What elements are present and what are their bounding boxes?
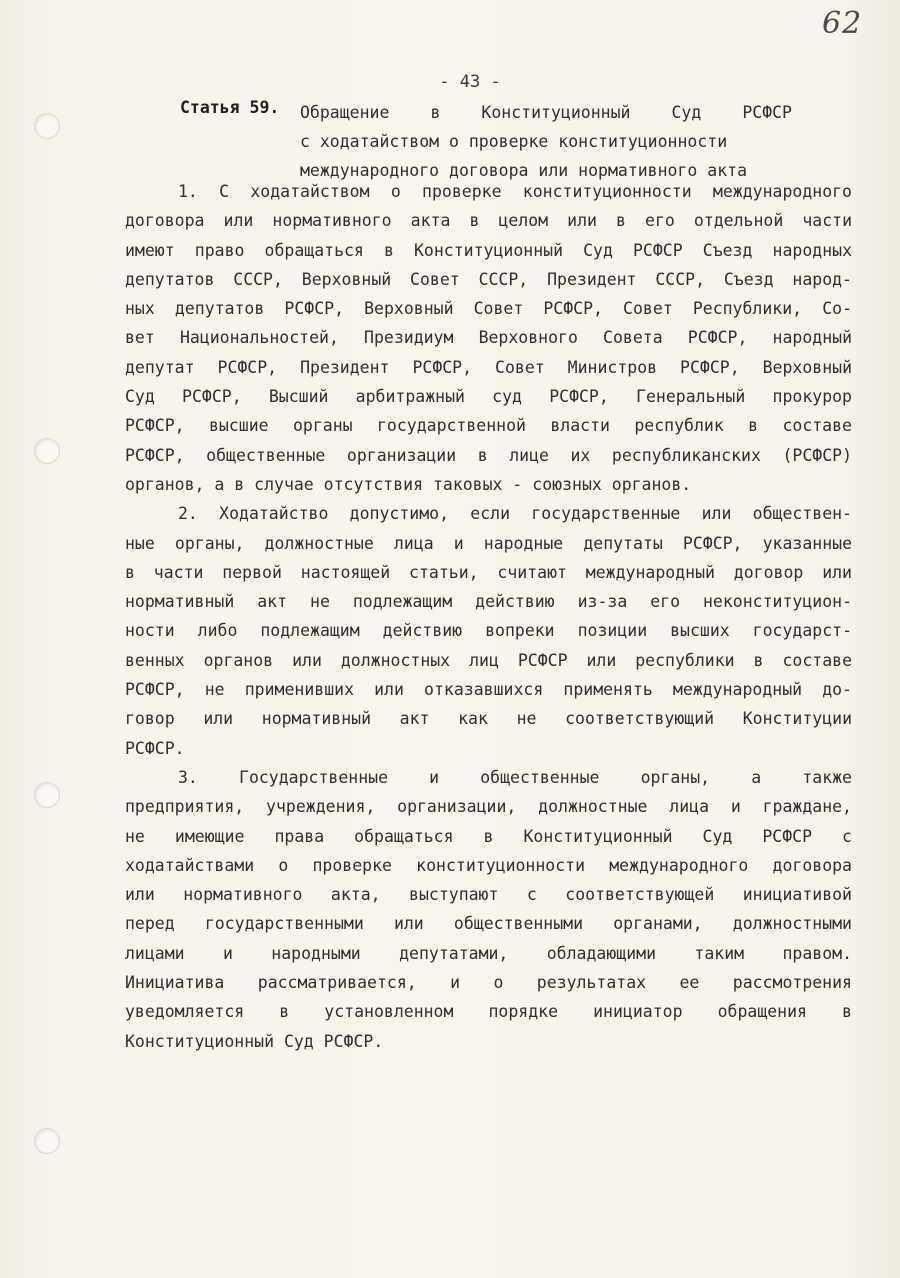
binder-hole: [34, 438, 60, 464]
text-line: РСФСР, высшие органы государственной власти республик в составе: [125, 416, 852, 436]
text-line: нормативный акт не подлежащим действию из-за его неконституцион-: [125, 592, 852, 612]
text-line: вет Национальностей, Президиум Верховного Совета РСФСР, народный: [125, 328, 852, 348]
text-line: Суд РСФСР, Высший арбитражный суд РСФСР, Генеральный прокурор: [125, 387, 852, 407]
text-line: ных депутатов РСФСР, Верховный Совет РСФСР, Совет Республики, Со-: [125, 299, 852, 319]
text-line: 2. Ходатайство допустимо, если государственные или обществен-: [178, 504, 852, 524]
text-line: ности либо подлежащим действию вопреки позиции высших государст-: [125, 621, 852, 641]
text-line: уведомляется в установленном порядке инициатор обращения в: [125, 1002, 852, 1022]
paragraph-2: [125, 499, 852, 763]
binder-hole: [34, 782, 60, 808]
text-line: договора или нормативного акта в целом или в его отдельной части: [125, 211, 852, 231]
text-line: венных органов или должностных лиц РСФСР или республики в составе: [125, 650, 852, 670]
paragraph-3: [125, 763, 852, 1056]
binder-hole: [34, 1128, 60, 1154]
article-title-line: с ходатайством о проверке конституционности: [300, 132, 728, 151]
text-line: ходатайствами о проверке конституционности международного договора: [125, 855, 852, 875]
article-label: Статья 59.: [180, 98, 280, 117]
text-line: РСФСР.: [125, 738, 185, 758]
text-line: депутат РСФСР, Президент РСФСР, Совет Министров РСФСР, Верховный: [125, 357, 852, 377]
paragraph-1: [125, 177, 852, 499]
text-line: говор или нормативный акт как не соответствующий Конституции: [125, 709, 852, 729]
article-title-line: международного договора или нормативного акта: [300, 161, 748, 180]
text-line: РСФСР, не применивших или отказавшихся применять международный до-: [125, 680, 852, 700]
binder-hole: [34, 113, 60, 139]
article-title-line: Обращение в Конституционный Суд РСФСР: [300, 103, 792, 122]
text-line: имеют право обращаться в Конституционный Суд РСФСР Съезд народных: [125, 240, 852, 260]
text-line: Конституционный Суд РСФСР.: [125, 1031, 384, 1051]
text-line: не имеющие права обращаться в Конституционный Суд РСФСР с: [125, 826, 852, 846]
article-body: [125, 177, 852, 1056]
text-line: ные органы, должностные лица и народные депутаты РСФСР, указанные: [125, 533, 852, 553]
text-line: органов, а в случае отсутствия таковых - союзных органов.: [125, 474, 692, 494]
text-line: РСФСР, общественные организации в лице их республиканских (РСФСР): [125, 445, 852, 465]
text-line: Инициатива рассматривается, и о результатах ее рассмотрения: [125, 973, 852, 993]
text-line: предприятия, учреждения, организации, должностные лица и граждане,: [125, 797, 852, 817]
text-line: в части первой настоящей статьи, считают международный договор или: [125, 562, 852, 582]
text-line: депутатов СССР, Верховный Совет СССР, Президент СССР, Съезд народ-: [125, 269, 852, 289]
text-line: лицами и народными депутатами, обладающими таким правом.: [125, 943, 852, 963]
text-line: или нормативного акта, выступают с соответствующей инициативой: [125, 885, 852, 905]
text-line: 1. С ходатайством о проверке конституционности международного: [178, 182, 852, 201]
text-line: 3. Государственные и общественные органы, а также: [178, 767, 852, 787]
text-line: перед государственными или общественными органами, должностными: [125, 914, 852, 934]
handwritten-page-number: 62: [822, 6, 863, 41]
page-number: - 43 -: [439, 72, 501, 92]
